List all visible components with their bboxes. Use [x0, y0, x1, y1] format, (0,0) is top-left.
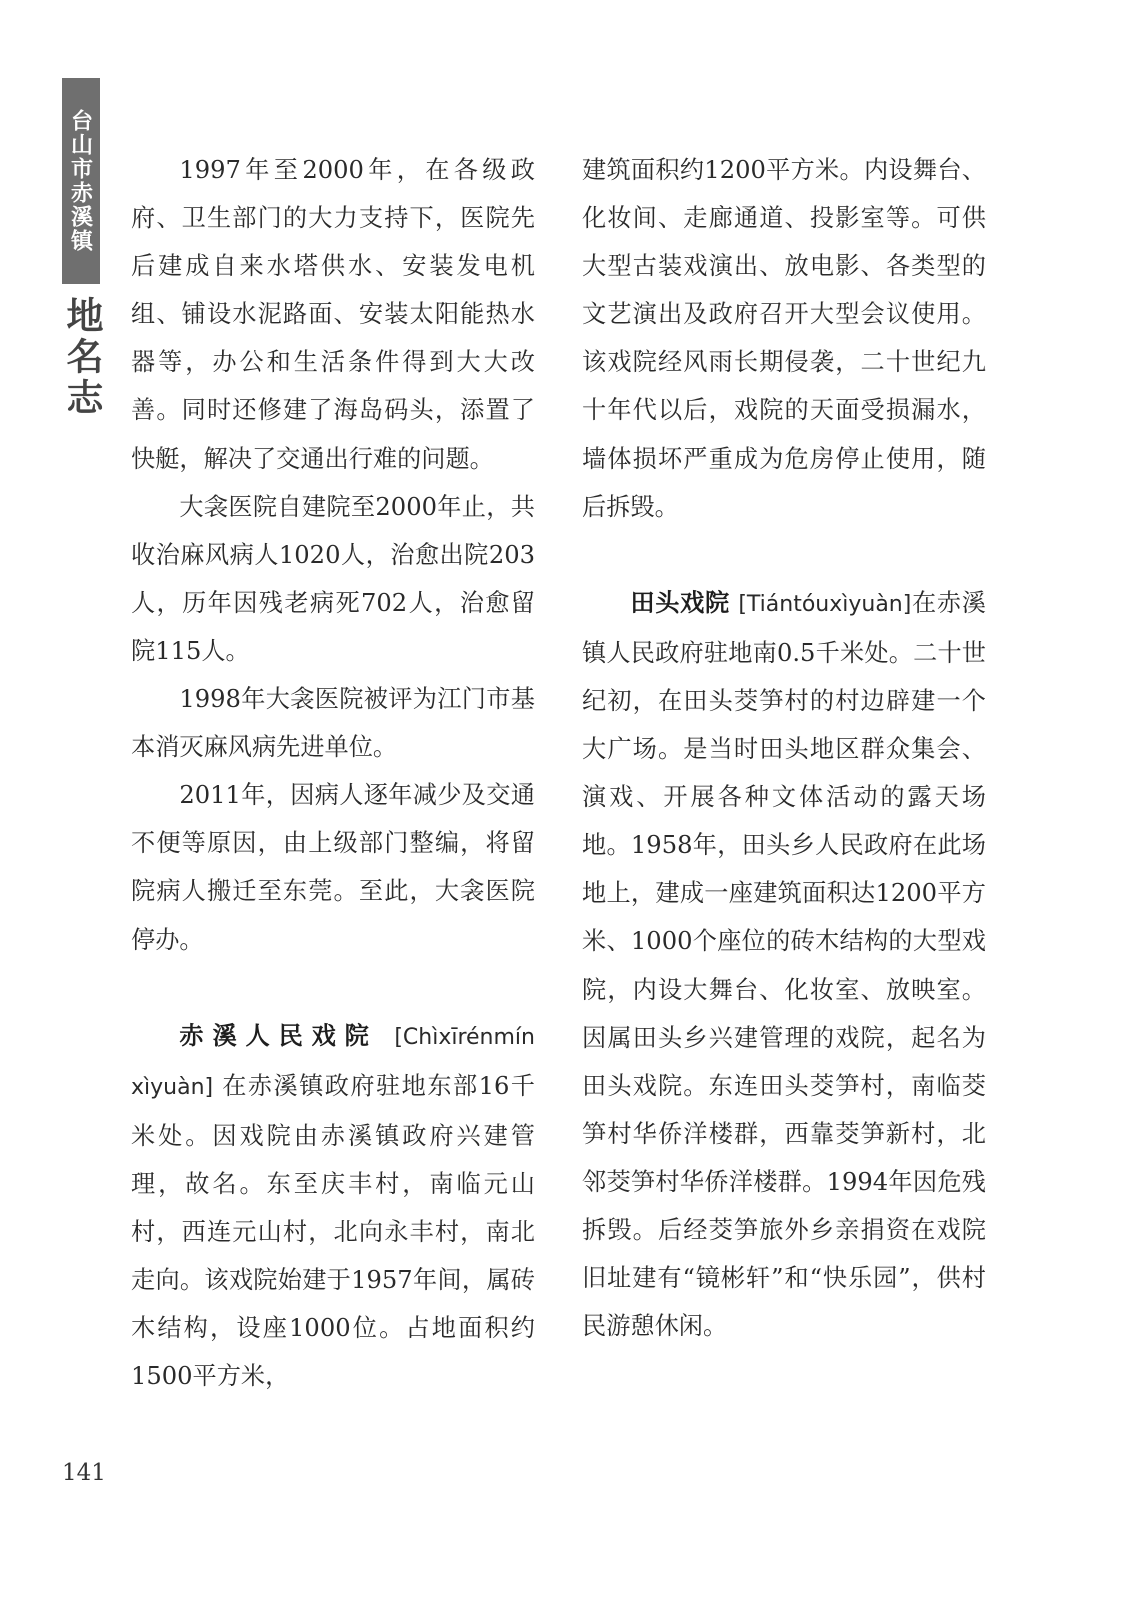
entry-title: 田头戏院: [630, 587, 730, 617]
section-spacer: [582, 531, 986, 579]
paragraph-hospital-improvements: 1997年至2000年，在各级政府、卫生部门的大力支持下，医院先后建成自来水塔供水、安装发电机组、铺设水泥路面、安装太阳能热水器等，办公和生活条件得到大大改善。同时还修建了海岛码头，添置了快艇，解决了交通出行难的问题。: [131, 156, 535, 473]
entry-body: 在赤溪镇人民政府驻地南0.5千米处。二十世纪初，在田头茭笋村的村边辟建一个大广场。是当时田头地区群众集会、演戏、开展各种文体活动的露天场地。1958年，田头乡人民政府在此场地上，建成一座建筑面积达1200平方米、1000个座位的砖木结构的大型戏院，内设大舞台、化妆室、放映室。因属田头乡兴建管理的戏院，起名为田头戏院。东连田头茭笋村，南临茭笋村华侨洋楼群，西靠茭笋新村，北邻茭笋村华侨洋楼群。1994年因危残拆毁。后经茭笋旅外乡亲捐资在戏院旧址建有“镜彬轩”和“快乐园”，供村民游憩休闲。: [582, 588, 986, 1341]
paragraph-hospital-statistics: 大衾医院自建院至2000年止，共收治麻风病人1020人，治愈出院203人，历年因残老病死702人，治愈留院115人。: [131, 492, 535, 665]
section-spacer: [131, 964, 535, 1012]
entry-tiantou-theater: [582, 579, 986, 1351]
page-number: 141: [62, 1460, 106, 1486]
book-series-label: 台山市赤溪镇: [62, 78, 100, 284]
book-section-title: 地名志: [60, 296, 103, 419]
entry-pinyin: [Chìxīrénmín xìyuàn]: [131, 1024, 535, 1100]
paragraph-hospital-closure: 2011年，因病人逐年减少及交通不便等原因，由上级部门整编，将留院病人搬迁至东莞。至此，大衾医院停办。: [131, 781, 535, 954]
paragraph-theater-continued: 建筑面积约1200平方米。内设舞台、化妆间、走廊通道、投影室等。可供大型古装戏演出、放电影、各类型的文艺演出及政府召开大型会议使用。该戏院经风雨长期侵袭，二十世纪九十年代以后，戏院的天面受损漏水，墙体损坏严重成为危房停止使用，随后拆毁。: [582, 156, 986, 521]
entry-title: 赤溪人民戏院: [179, 1020, 378, 1050]
paragraph-hospital-award: 1998年大衾医院被评为江门市基本消灭麻风病先进单位。: [131, 685, 535, 762]
entry-pinyin: [Tiántóuxìyuàn]: [738, 591, 912, 617]
left-column: [131, 146, 535, 1400]
entry-body: 在赤溪镇政府驻地东部16千米处。因戏院由赤溪镇政府兴建管理，故名。东至庆丰村，南临元山村，西连元山村，北向永丰村，南北走向。该戏院始建于1957年间，属砖木结构，设座1000位。占地面积约1500平方米，: [131, 1071, 535, 1391]
right-column: [582, 146, 986, 1350]
entry-chixi-theater: [131, 1012, 535, 1401]
